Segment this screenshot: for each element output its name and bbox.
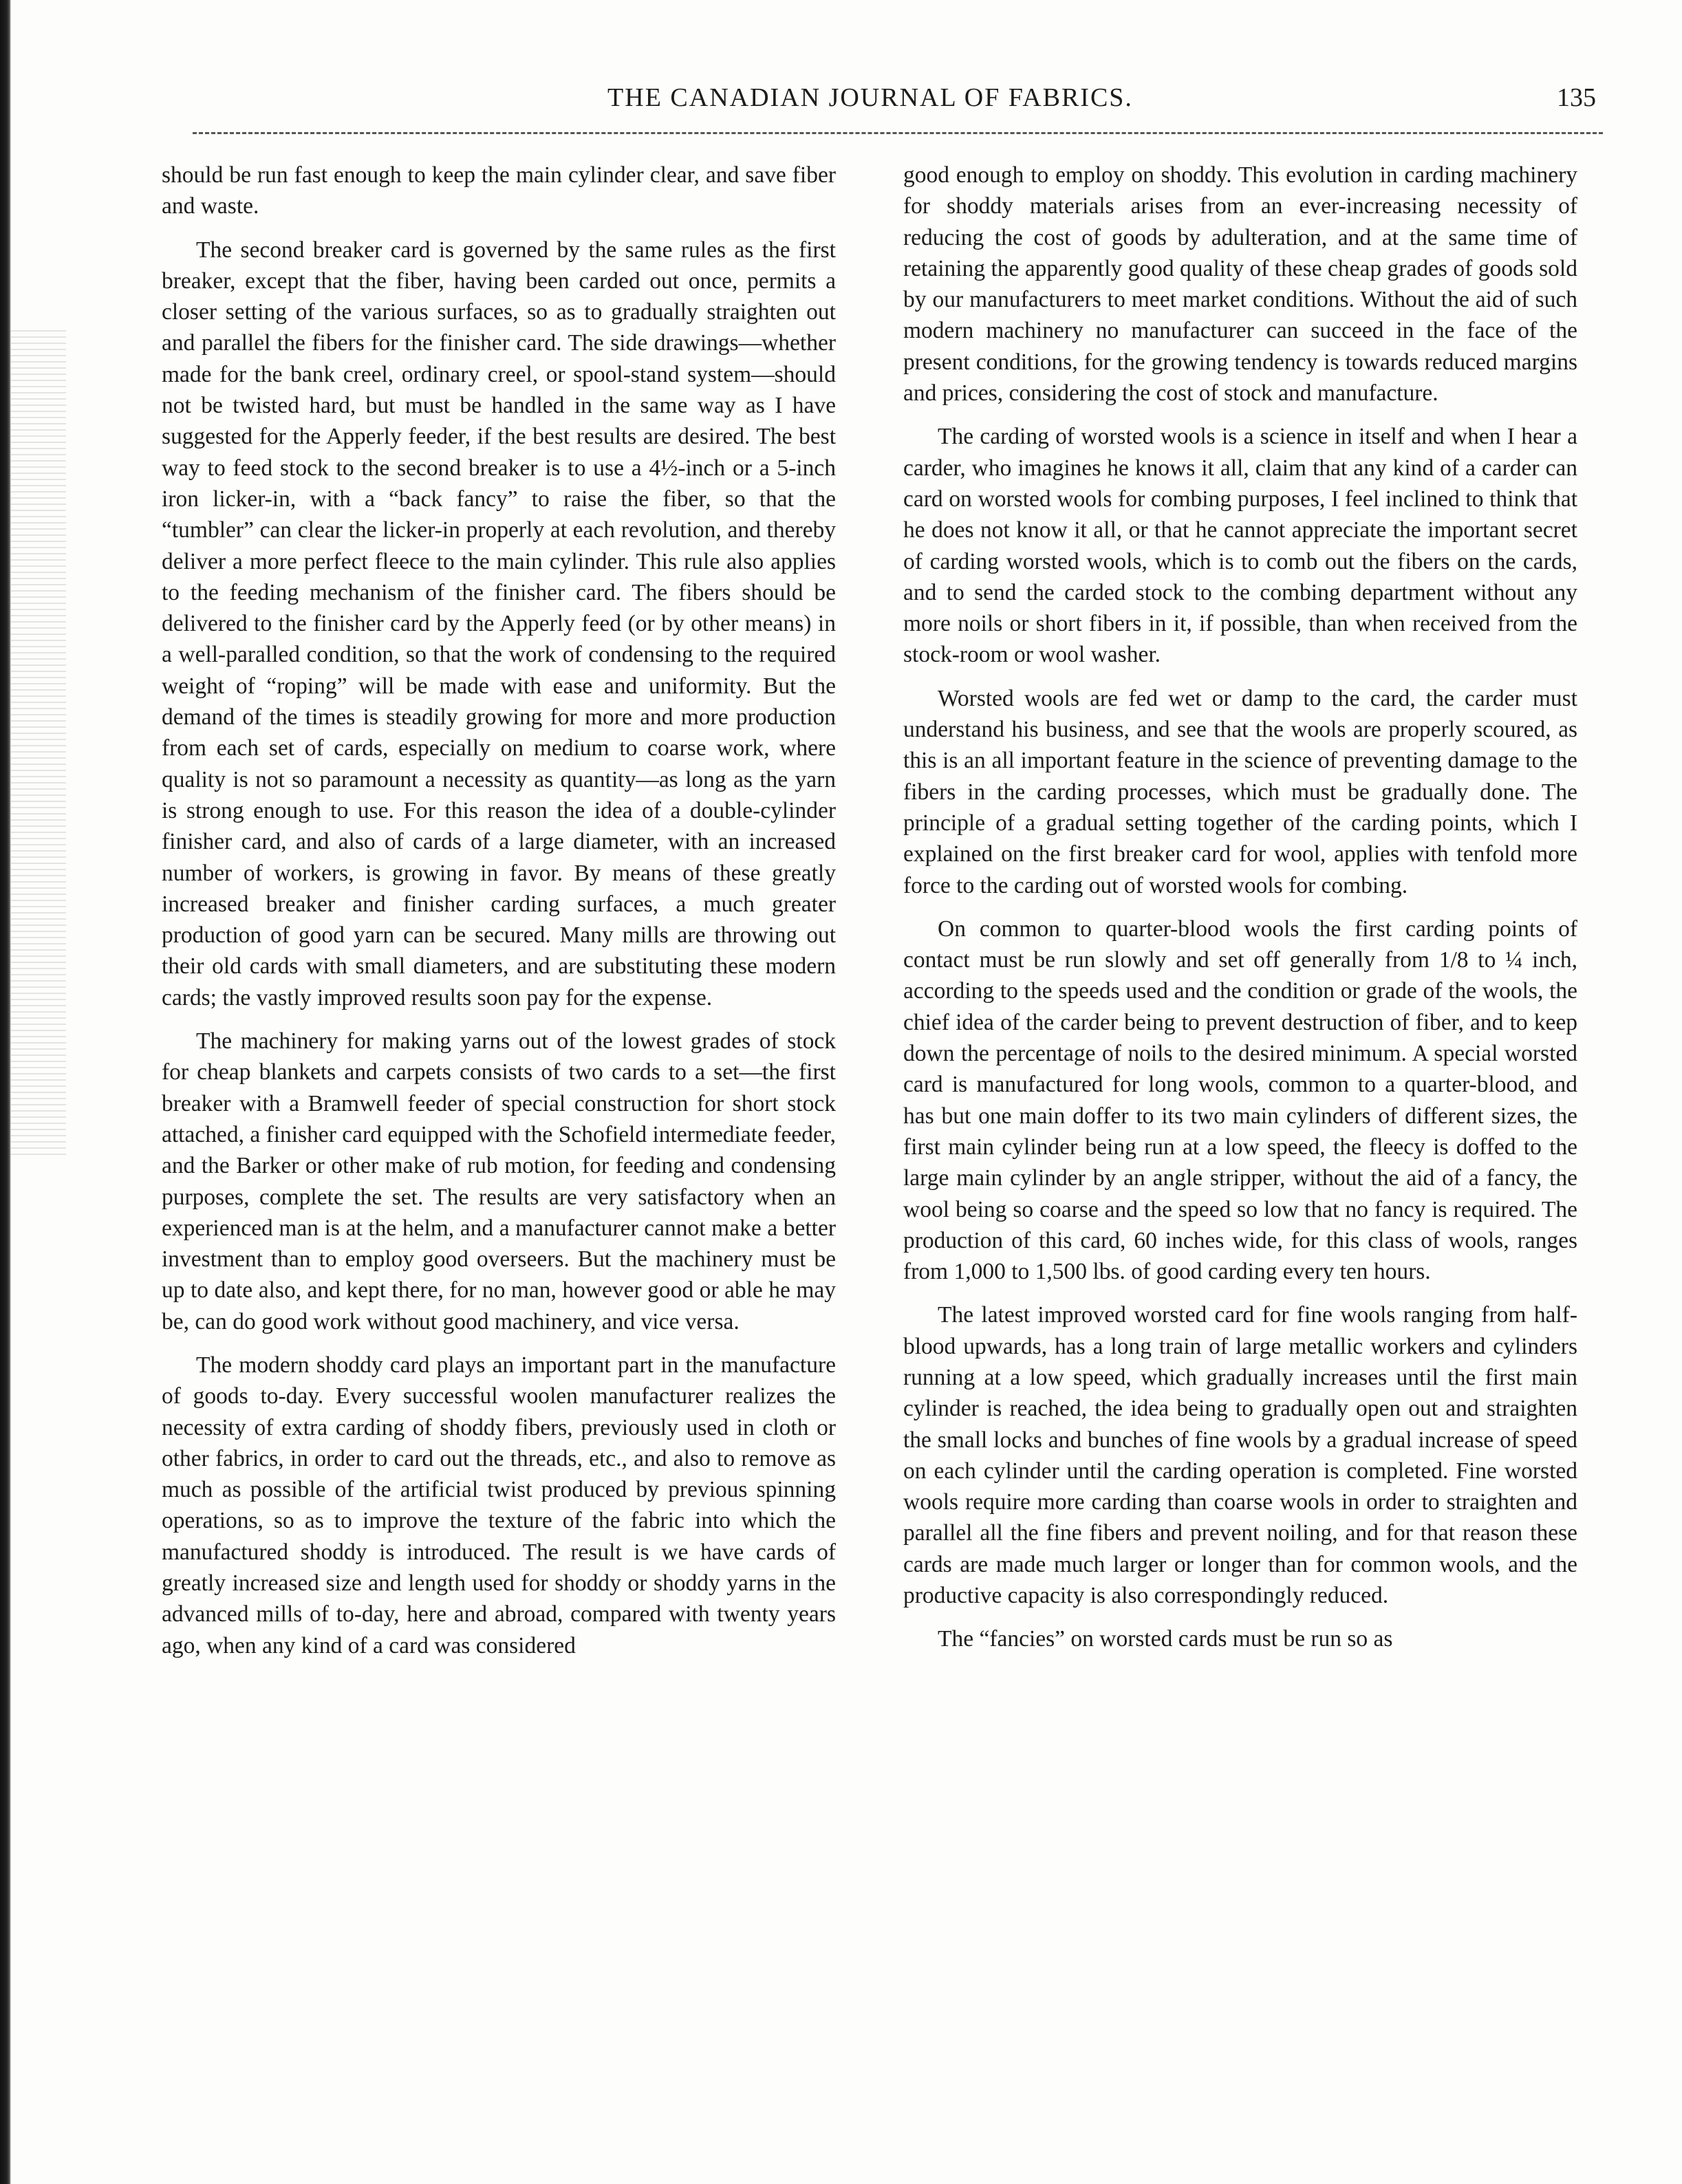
- running-header: [144, 83, 1596, 124]
- page-number: 135: [1557, 83, 1596, 112]
- binding-edge: [0, 0, 11, 2184]
- scan-artifact: [11, 330, 66, 1156]
- paragraph: The second breaker card is governed by the same rules as the first breaker, except that the fiber, having been carded out once, permits a closer setting of the various surfaces, so as to gradually straighten out and parallel the fibers for the finisher card. The side drawings—whether made for the bank creel, ordinary creel, or spool-stand system—should not be twisted hard, but must be handled in the same way as I have suggested for the Apperly feeder, if the best results are desired. The best way to feed stock to the second breaker is to use a 4½-inch or a 5-inch iron licker-in, with a “back fancy” to raise the fiber, so that the “tumbler” can clear the licker-in properly at each revolution, and thereby deliver a more perfect fleece to the main cylinder. This rule also applies to the feeding mechanism of the finisher card. The fibers should be delivered to the finisher card by the Apperly feed (or by other means) in a well-paralled condition, so that the work of condensing to the required weight of “roping” will be made with ease and uniformity. But the demand of the times is steadily growing for more and more production from each set of cards, especially on medium to coarse work, where quality is not so paramount a necessity as quantity—as long as the yarn is strong enough to use. For this reason the idea of a double-cylinder finisher card, and also of cards of a large diameter, with an increased number of workers, is growing in favor. By means of these greatly increased breaker and finisher carding surfaces, a much greater production of good yarn can be secured. Many mills are throwing out their old cards with small diameters, and are substituting these modern cards; the vastly improved results soon pay for the expense.: [162, 237, 836, 1010]
- header-rule: [193, 132, 1603, 134]
- paragraph: The latest improved worsted card for fine wools ranging from half-blood upwards, has a long train of large metallic workers and cylinders running at a low speed, which gradually increases until the first main cylinder is reached, the idea being to gradually open out and straighten the small locks and bunches of fine wools by a gradual increase of speed on each cylinder until the carding operation is completed. Fine worsted wools require more carding than coarse wools in order to straighten and parallel all the fine fibers and prevent noiling, and for that reason these cards are made much larger or longer than for common wools, and the productive capacity is also correspondingly reduced.: [903, 1302, 1577, 1609]
- paragraph: On common to quarter-blood wools the first carding points of contact must be run slowly and set off generally from 1/8 to ¼ inch, according to the speeds used and the condition or grade of the wools, the chief idea of the carder being to prevent destruction of fiber, and to keep down the percentage of noils to the desired minimum. A special worsted card is manufactured for long wools, common to a quarter-blood, and has but one main doffer to its two main cylinders of different sizes, the first main cylinder being run at a low speed, the fleecy is doffed to the large main cylinder by an angle stripper, without the aid of a fancy, the wool being so coarse and the speed so low that no fancy is required. The production of this card, 60 inches wide, for this class of wools, ranges from 1,000 to 1,500 lbs. of good carding every ten hours.: [903, 916, 1577, 1285]
- paragraph: should be run fast enough to keep the main cylinder clear, and save fiber and waste.: [162, 162, 836, 219]
- paragraph: good enough to employ on shoddy. This evolution in carding machinery for shoddy materials arises from an ever-increasing necessity of reducing the cost of goods by adulteration, and at the same time of retaining the apparently good quality of these cheap grades of goods sold by our manufacturers to meet market conditions. Without the aid of such modern machinery no manufacturer can succeed in the face of the present conditions, for the growing tendency is towards reduced margins and prices, considering the cost of stock and manufacture.: [903, 162, 1577, 407]
- paragraph: Worsted wools are fed wet or damp to the card, the carder must understand his business, and see that the wools are properly scoured, as this is an all important feature in the science of preventing damage to the fibers in the carding processes, which must be gradually done. The principle of a gradual setting together of the carding points, which I explained on the first breaker card for wool, applies with tenfold more force to the carding out of worsted wools for combing.: [903, 685, 1577, 898]
- left-column: [162, 160, 836, 1674]
- journal-title: THE CANADIAN JOURNAL OF FABRICS.: [607, 83, 1133, 112]
- paragraph: The machinery for making yarns out of the lowest grades of stock for cheap blankets and carpets consists of two cards to a set—the first breaker with a Bramwell feeder of special construction for short stock attached, a finisher card equipped with the Schofield intermediate feeder, and the Barker or other make of rub motion, for feeding and condensing purposes, complete the set. The results are very satisfactory when an experienced man is at the helm, and a manufacturer cannot make a better investment than to employ good overseers. But the machinery must be up to date also, and kept there, for no man, however good or able he may be, can do good work without good machinery, and vice versa.: [162, 1028, 836, 1334]
- paragraph: The modern shoddy card plays an important part in the manufacture of goods to-day. Every successful woolen manufacturer realizes the necessity of extra carding of shoddy fibers, previously used in cloth or other fabrics, in order to card out the threads, etc., and also to remove as much as possible of the artificial twist produced by previous spinning operations, so as to improve the texture of the fabric into which the manufactured shoddy is introduced. The result is we have cards of greatly increased size and length used for shoddy or shoddy yarns in the advanced mills of to-day, here and abroad, compared with twenty years ago, when any kind of a card was considered: [162, 1352, 836, 1658]
- right-column: [903, 160, 1577, 1667]
- paragraph: The carding of worsted wools is a science in itself and when I hear a carder, who imagines he knows it all, claim that any kind of a carder can card on worsted wools for combing purposes, I feel inclined to think that he does not know it all, or that he cannot appreciate the important secret of carding worsted wools, which is to comb out the fibers on the cards, and to send the carded stock to the combing department without any more noils or short fibers in it, if possible, than when received from the stock-room or wool washer.: [903, 424, 1577, 668]
- paragraph: The “fancies” on worsted cards must be run so as: [938, 1626, 1393, 1652]
